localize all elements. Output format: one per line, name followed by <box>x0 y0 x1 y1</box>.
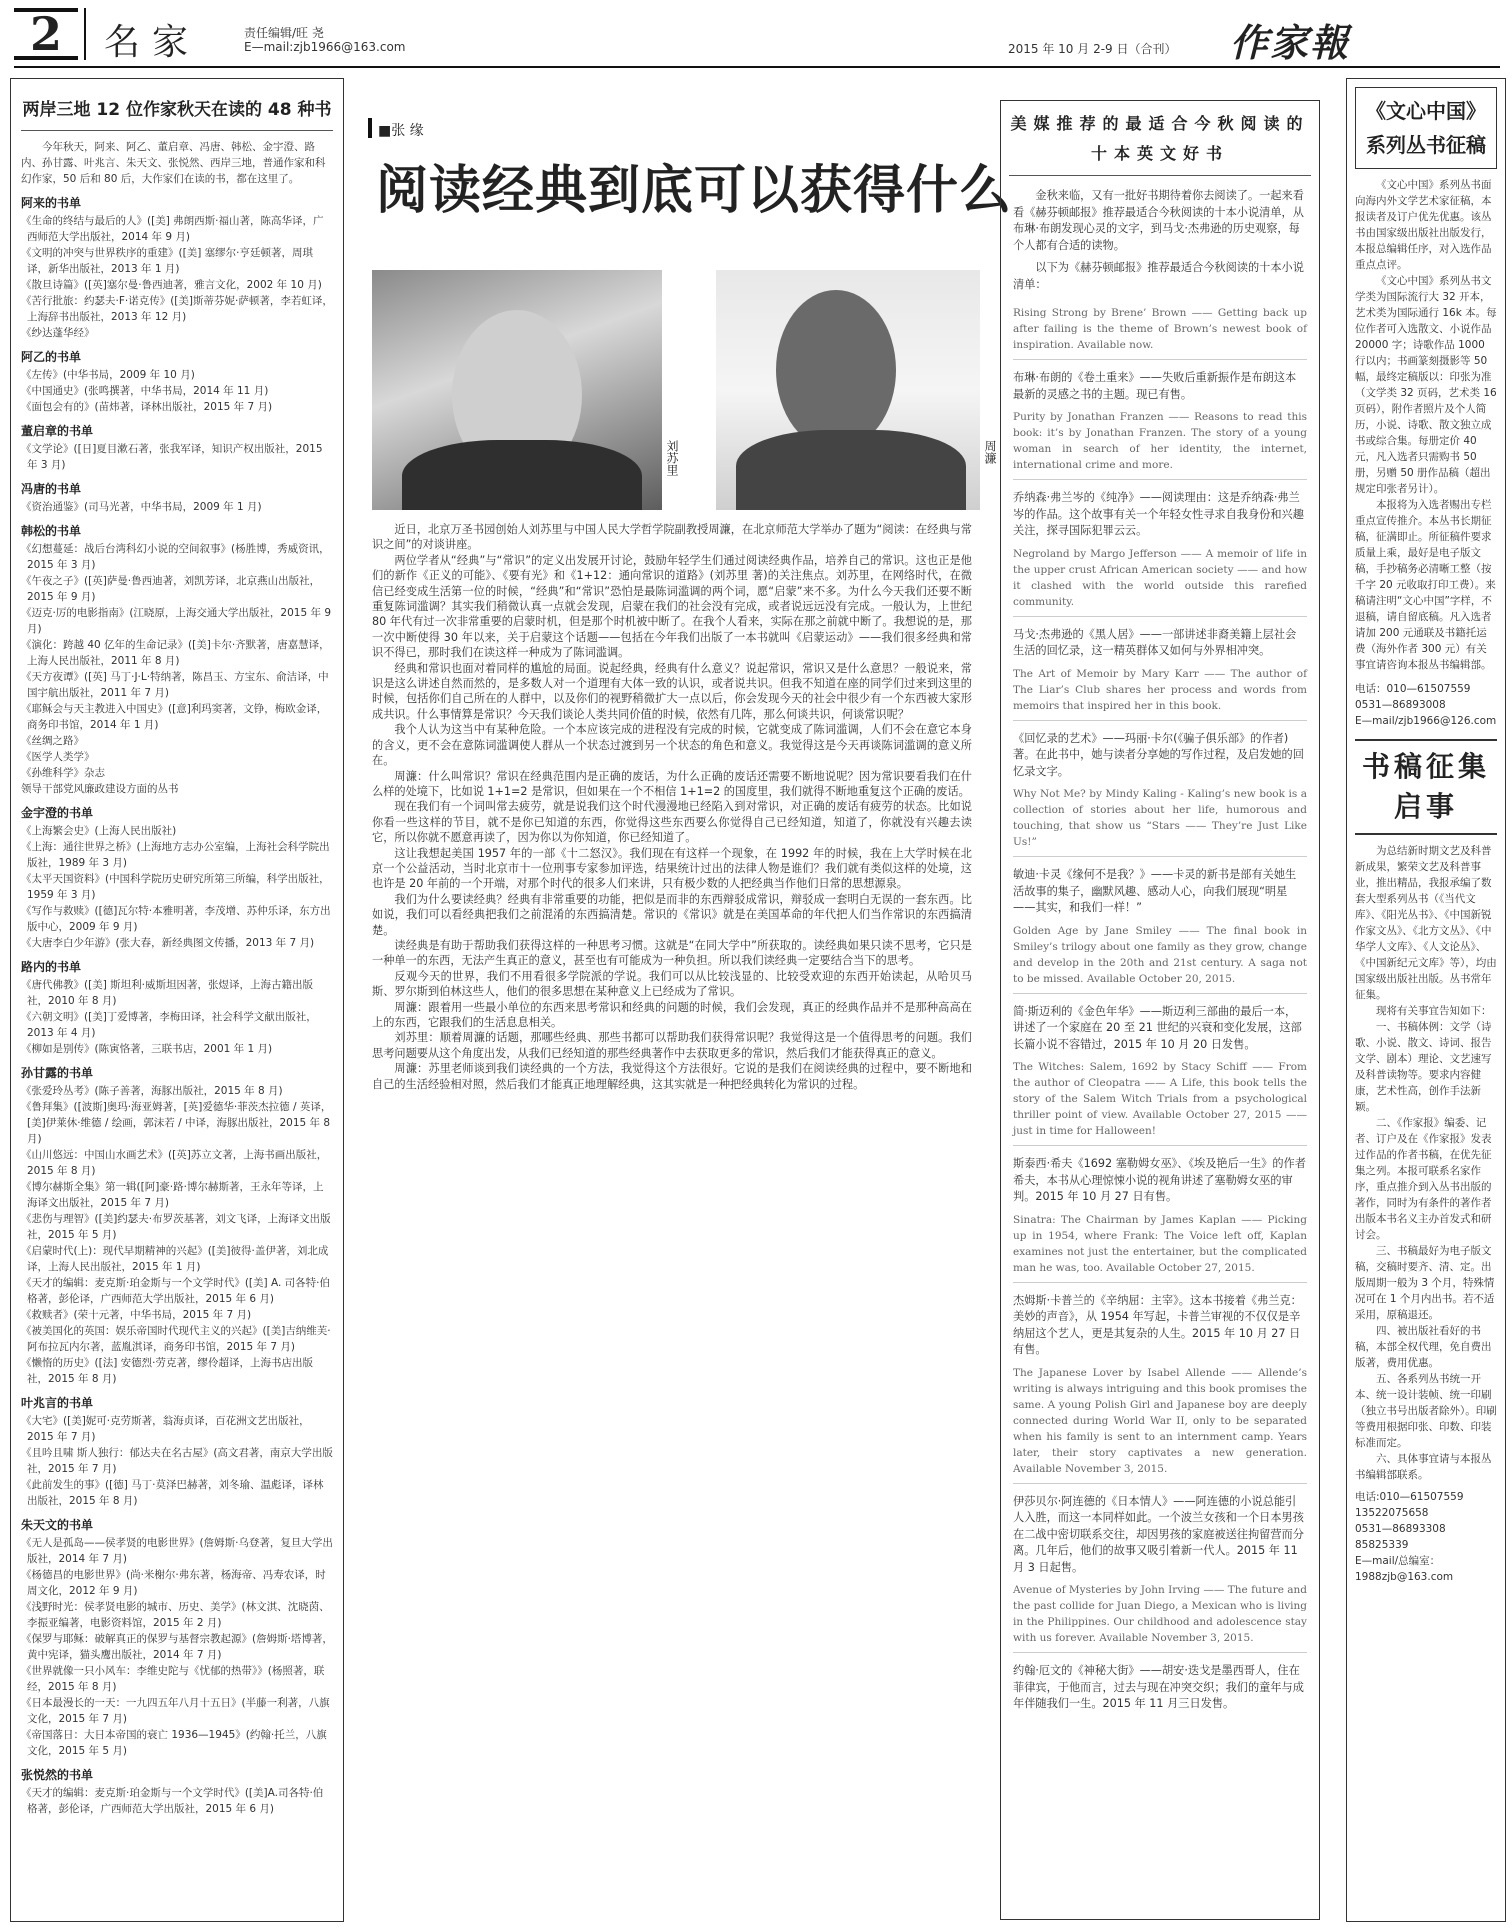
article-paragraph: 经典和常识也面对着同样的尴尬的局面。说起经典，经典有什么意义？说起常识，常识又是什么意思？一般说来，常识是这么讲述自然而然的，是多数人对一个道理有大体一致的认识，或者说共识。但我不知道在座的同学们过来到这里的时候，包括你们自己所在的人群中，以及你们的视野稍微扩大一点以后，你会发现今天的社会中很少有一个东西被大家形成共识。什么事情算是常识？今天我们谈论人类共同价值的时候，依然有几阵，那么何谈共识，何谈常识呢？ <box>372 661 972 721</box>
article-paragraph: 近日，北京万圣书园创始人刘苏里与中国人民大学哲学院副教授周濂，在北京师范大学举办了题为“阅读：在经典与常识之间”的对谈讲座。 <box>372 523 972 552</box>
book-entry: 《演化：跨越 40 亿年的生命记录》([美]卡尔·齐默著，唐嘉慧译，上海人民出版社，2011 年 8 月) <box>21 639 330 667</box>
article-body <box>372 522 972 1920</box>
article-paragraph: 反观今天的世界，我们不用看很多学院派的学说。我们可以从比较浅显的、比较受欢迎的东西开始读起，从哈贝马斯、罗尔斯到伯林这些人，他们的很多思想在某种意义上已经成为了常识。 <box>372 969 972 999</box>
solicit-body-7: 五、各系列丛书统一开本、统一设计装帧、统一印刷（独立书号出版者除外）。印刷等费用根据印张、印数、印装标准而定。 <box>1355 1373 1497 1449</box>
left-column <box>10 78 344 1922</box>
article-paragraph: 我个人认为这当中有某种危险。一个本应该完成的进程没有完成的时候，它就变成了陈词滥调，人们不会在意它本身的含义，更不会在意陈词滥调使人群从一个状态过渡到另一个状态的角色和意义。我觉得这是今天再谈陈词滥调的意义所在。 <box>372 723 972 768</box>
article-paragraph: 周濂：苏里老师谈到我们读经典的一个方法，我觉得这个方法很好。它说的是我们在阅读经典的过程中，要不断地和自己的生活经验相对照，然后我们才能真正地理解经典，这其实就是一种把经典转化为常识的过程。 <box>372 1062 972 1091</box>
issue-date: 2015 年 10 月 2-9 日（合刊） <box>1008 42 1177 56</box>
book-chinese-blurb: 杰姆斯·卡普兰的《辛纳屈：主宰》。这本书接着《弗兰克：美妙的声音》，从 1954 年写起，卡普兰审视的不仅仅是辛纳屈这个艺人，更是其复杂的人生。2015 年 10 月 27 日有售。 <box>1013 1293 1302 1356</box>
book-entry: 《鲁拜集》([波斯]奥玛·海亚姆著，[英]爱德华·菲茨杰拉德 / 英译，[美]伊莱休·维德 / 绘画，郭沫若 / 中译，海豚出版社，2015 年 8 月) <box>21 1101 332 1145</box>
booklist-heading: 孙甘露的书单 <box>21 1066 94 1080</box>
book-entry: 《杨德昌的电影世界》(尚·米榭尔·弗东著，杨海帝、冯寿农译，时周文化，2012 年 9 月) <box>21 1569 326 1597</box>
book-chinese-blurb: 布琳·布朗的《卷土重来》——失败后重新振作是布朗这本最新的灵感之书的主题。现已有售。 <box>1013 371 1297 401</box>
book-english-blurb: The Witches: Salem, 1692 by Stacy Schiff —— From the author of Cleopatra —— A Life, this book tells the story of the Salem Witch Trials from a psychological thriller point of view. Available October 27, 2015 —— just in time for Halloween! <box>1013 1059 1307 1146</box>
book-entry: 《博尔赫斯全集》第一辑([阿]豪·路·博尔赫斯著，王永年等译，上海译文出版社，2015 年 7 月) <box>21 1181 324 1209</box>
book-entry: 《浅野时光：侯孝贤电影的城市、历史、美学》(林文淇、沈晓茵、李振亚编著，电影资料馆，2015 年 2 月) <box>21 1601 330 1629</box>
book-english-blurb: Purity by Jonathan Franzen —— Reasons to read this book: it’s by Jonathan Franzen. The story of a young woman in search of her identity, the internet, international crime and more. <box>1013 409 1307 480</box>
photo-zhou-lian <box>716 270 980 510</box>
book-entry: 《上海繁会史》(上海人民出版社) <box>21 825 177 837</box>
booklist-heading: 阿乙的书单 <box>21 350 82 364</box>
book-english-blurb: Negroland by Margo Jefferson —— A memoir of life in the upper crust African American society —— and how it clashed with the world outside this rarefied community. <box>1013 546 1307 617</box>
far-right-title: 《文心中国》系列丛书征稿 <box>1355 87 1497 169</box>
book-entry: 《大宅》([美]妮可·克劳斯著，翁海贞译，百花洲文艺出版社，2015 年 7 月) <box>21 1415 310 1443</box>
book-chinese-blurb: 约翰·厄文的《神秘大街》——胡安·迭戈是墨西哥人，住在菲律宾，于他而言，过去与现在冲突交织；我们的童年与成年伴随我们一生。2015 年 11 月三日发售。 <box>1013 1664 1304 1710</box>
solicit-body-6: 四、被出版社看好的书稿，本部全权代理，免自费出版著，费用优惠。 <box>1355 1325 1492 1369</box>
masthead-divider <box>84 8 86 60</box>
article-paragraph: 周濂：什么叫常识？常识在经典范围内是正确的废话，为什么正确的废话还需要不断地说呢？因为常识要看我们在什么样的处境下，比如说 1+1=2 是常识，但如果在一个不相信 1+1=2 的国度里，我们就得不断地重复这个正确的废话。 <box>372 769 972 798</box>
page-number: 2 <box>14 8 78 60</box>
book-entry: 《左传》(中华书局，2009 年 10 月) <box>21 369 195 381</box>
book-entry: 《且吟且啸 斯人独行：郁达夫在名古屋》(高文君著，南京大学出版社，2015 年 7 月) <box>21 1447 333 1475</box>
solicit-body-3: 一、书稿体例：文学（诗歌、小说、散文、诗词、报告文学、剧本）理论、文艺速写及科普读物等。要求内容健康，艺术性高，创作手法新颖。 <box>1355 1021 1492 1113</box>
book-english-blurb: Why Not Me? by Mindy Kaling - Kaling’s new book is a collection of stories about her life, humorous and touching, that show us “Stars —— They’re Just Like Us!” <box>1013 786 1307 857</box>
solicit-body-1: 为总结新时期文艺及科普新成果，繁荣文艺及科普事业，推出精品，我报承编了数套大型系列丛书（《当代文库》、《阳光丛书》、《中国新锐作家文丛》、《北方文丛》、《中华学人文库》、《人文论丛》、《中国新纪元文库》等），均由国家级出版社出版。丛书常年征集。 <box>1355 845 1497 1001</box>
book-entry: 《天才的编辑：麦克斯·珀金斯与一个文学时代》([美]A.司各特·伯格著，彭伦译，广西师范大学出版社，2015 年 6 月) <box>21 1787 324 1815</box>
photo-liu-suli <box>372 270 662 510</box>
portrait-shoulders <box>736 430 966 510</box>
book-english-blurb: Rising Strong by Brene’ Brown —— Getting back up after failing is the theme of Brown’s newest book of inspiration. Available now. <box>1013 305 1307 360</box>
book-entry: 《苦行批旅：约瑟夫·F·诺克传》([美]斯蒂芬妮·萨顿著，李若虹译，上海辞书出版社，2013 年 12 月) <box>21 295 333 323</box>
book-entry: 《上海：通往世界之桥》(上海地方志办公室编，上海社会科学院出版社，1989 年 3 月) <box>21 841 330 869</box>
caption-right: 周濂 <box>983 440 997 464</box>
book-entry: 《迈克·厉的电影指南》(江晓原，上海交通大学出版社，2015 年 9 月) <box>21 607 332 635</box>
right-title: 美媒推荐的最适合今秋阅读的十本英文好书 <box>1009 109 1311 176</box>
book-entry: 《写作与救赎》([德]瓦尔特·本雅明著，李茂增、苏仲乐译，东方出版中心，2009 年 9 月) <box>21 905 331 933</box>
book-entry: 《六朝文明》([美]丁爱博著，李梅田译，社会科学文献出版社，2013 年 4 月) <box>21 1011 317 1039</box>
right-intro2: 以下为《赫芬顿邮报》推荐最适合今秋阅读的十本小说清单： <box>1013 261 1304 291</box>
solicit-contact: 电话:010—61507559 13522075658 0531—86893308 85825339 E—mail/总编室： 1988zjb@163.com <box>1355 1491 1464 1583</box>
book-list <box>11 131 343 1825</box>
solicit-body-2: 现将有关事宜告知如下： <box>1376 1005 1492 1017</box>
book-entry: 《文学论》([日]夏目漱石著，张我军译，知识产权出版社，2015 年 3 月) <box>21 443 323 471</box>
editor-line: 责任编辑/旺 尧 <box>244 26 324 40</box>
booklist-heading: 叶兆言的书单 <box>21 1396 94 1410</box>
portrait-shoulders <box>402 440 642 510</box>
book-chinese-blurb: 敏迪·卡灵《缘何不是我？》——卡灵的新书是部有关她生活故事的集子，幽默风趣、感动人心，向我们展现“明星——其实，和我们一样！” <box>1013 868 1297 914</box>
book-entry: 《散旦诗篇》([英]塞尔曼·鲁西迪著，雅言文化，2002 年 10 月) <box>21 279 322 291</box>
booklist-heading: 阿来的书单 <box>21 196 82 210</box>
book-entry: 《懒惰的历史》([法] 安德烈·劳克著，缪伶超译，上海书店出版社，2015 年 8 月) <box>21 1357 313 1385</box>
article-paragraph: 这让我想起美国 1957 年的一部《十二怒汉》。我们现在有这样一个现象，在 1992 年的时候，我在上大学时候在北京一个公益活动，当时北京市十一位刑事专家参加评选，结果统计过出的法律人物是谁们？我们就有类似这样的处境，这也许是 20 年前的一个开端，对那个时代的很多人们来讲，只有极少数的人把经典当作他们日常的思想源泉。 <box>372 846 972 891</box>
book-english-blurb: Sinatra: The Chairman by James Kaplan —— Picking up in 1954, where Frank: The Voice left off, Kaplan examines not just the entertainer, but the complicated man he was, too. Available October 27, 2015. <box>1013 1212 1307 1283</box>
far-right-column <box>1346 78 1506 1922</box>
book-entry: 《此前发生的事》([德] 马丁·莫泽巴赫著，刘冬瑜、温彪译，译林出版社，2015 年 8 月) <box>21 1479 324 1507</box>
booklist-heading: 路内的书单 <box>21 960 82 974</box>
book-recommendations <box>1001 184 1319 1723</box>
section-title: 名家 <box>104 22 201 63</box>
article-paragraph: 刘苏里：顺着周濂的话题，那哪些经典、那些书都可以帮助我们获得常识呢？我觉得这是一个值得思考的问题。我们思考问题要从这个角度出发，从我们已经知道的那些经典著作中去获取更多的常识，然后我们才能获得真正的意义。 <box>372 1031 972 1060</box>
call-contact: 电话：010—61507559 0531—86893008 E—mail/zjb1966@126.com <box>1355 683 1497 727</box>
call-body-3: 本报将为入选者赐出专栏重点宣传推介。本丛书长期征稿，征满即止。所征稿件要求质量上乘，最好是电子版文稿，手抄稿务必清晰工整（按千字 20 元收取打印工费）。来稿请注明“文心中国”字样，不退稿，请自留底稿。凡入选者请加 200 元通联及书籍托运费（海外作者 300 元）有关事宜请咨询本报丛书编辑部。 <box>1355 499 1496 671</box>
book-entry: 《被美国化的英国：娱乐帝国时代现代主义的兴起》([美]吉纳维芙·阿布拉瓦内尔著，蓝胤淇译，商务印书馆，2015 年 7 月) <box>21 1325 331 1353</box>
article-paragraph: 现在我们有一个词叫常去疲劳，就是说我们这个时代漫漫地已经陷入到对常识，对正确的废话有疲劳的状态。比如说你看一些这样的节目，就不是你已知道的东西，你觉得这些东西要么你觉得自己已经知道，知道了，你就没有兴趣去读它，所以你就不愿意再读了，因为你以为你知道，你已经知道了。 <box>372 800 972 845</box>
book-entry: 《启蒙时代(上)：现代早期精神的兴起》([美]彼得·盖伊著，刘北成译，上海人民出版社，2015 年 1 月) <box>21 1245 329 1273</box>
book-entry: 《无人是孤岛——侯孝贤的电影世界》(詹姆斯·乌登著，复旦大学出版社，2014 年 7 月) <box>21 1537 333 1565</box>
book-entry: 《中国通史》(张鸣撰著，中华书局，2014 年 11 月) <box>21 385 269 397</box>
book-entry: 《孙维科学》杂志 <box>21 767 105 779</box>
solicit-body-8: 六、具体事宜请与本报丛书编辑部联系。 <box>1355 1453 1492 1481</box>
booklist-heading: 张悦然的书单 <box>21 1768 94 1782</box>
book-entry: 《文明的冲突与世界秩序的重建》([美] 塞缪尔·亨廷顿著，周琪译，新华出版社，2013 年 1 月) <box>21 247 313 275</box>
book-entry: 《生命的终结与最后的人》([美] 弗朗西斯·福山著，陈高华译，广西师范大学出版社，2014 年 9 月) <box>21 215 324 243</box>
headline: 阅读经典到底可以获得什么 <box>376 160 1013 221</box>
booklist-heading: 董启章的书单 <box>21 424 94 438</box>
book-entry: 《医学人类学》 <box>21 751 95 763</box>
book-entry: 《日本最漫长的一天：一九四五年八月十五日》(半藤一利著，八旗文化，2015 年 7 月) <box>21 1697 330 1725</box>
book-chinese-blurb: 斯泰西·希夫《1692 塞勒姆女巫》、《埃及艳后一生》的作者希夫，本书从心理惊悚小说的视角讲述了塞勒姆女巫的审判。2015 年 10 月 27 日有售。 <box>1013 1157 1306 1203</box>
book-entry: 《幻想蔓延：战后台湾科幻小说的空间叙事》(杨胜博，秀威资讯，2015 年 3 月) <box>21 543 330 571</box>
book-entry: 《张爱玲丛考》(陈子善著，海豚出版社，2015 年 8 月) <box>21 1085 283 1097</box>
book-entry: 《悲伤与理智》([美]约瑟夫·布罗茨基著，刘文飞译，上海译文出版社，2015 年 5 月) <box>21 1213 331 1241</box>
book-entry: 《唐代佛教》([美] 斯坦利·威斯坦因著，张煜译，上海古籍出版社，2010 年 8 月) <box>21 979 313 1007</box>
right-intro: 金秋来临，又有一批好书期待着你去阅读了。一起来看看《赫芬顿邮报》推荐最适合今秋阅读的十本小说清单，从布琳·布朗发现心灵的文字，到马戈·杰弗逊的历史观察，每个人都有合适的读物。 <box>1013 189 1304 252</box>
book-entry: 《救赎者》(荣十元著，中华书局，2015 年 7 月) <box>21 1309 252 1321</box>
solicit-body-4: 二、《作家报》编委、记者、订户及在《作家报》发表过作品的作者书稿，在优先征集之列。本报可联系名家作序，重点推介到入丛书出版的著作，同时为有条件的著作者出版本书名义主办首发式和研讨会。 <box>1355 1117 1492 1241</box>
masthead-rule <box>14 66 1500 68</box>
book-entry: 《大唐李白少年游》(张大春，新经典图文传播，2013 年 7 月) <box>21 937 315 949</box>
byline: ■张 缘 <box>378 123 424 139</box>
booklist-heading: 韩松的书单 <box>21 524 82 538</box>
call-body-1: 《文心中国》系列丛书面向海内外文学艺术家征稿，本报读者及订户优先优惠。该丛书由国家级出版社出版发行，本报总编辑任序，对入选作品重点点评。 <box>1355 179 1492 271</box>
byline-marker <box>368 118 372 138</box>
book-entry: 《山川悠远：中国山水画艺术》([英]苏立文著，上海书画出版社，2015 年 8 月) <box>21 1149 328 1177</box>
book-chinese-blurb: 简·斯迈利的《金色年华》——斯迈利三部曲的最后一本，讲述了一个家庭在 20 至 21 世纪的兴衰和变化发展，这部长篇小说不容错过，2015 年 10 月 20 日发售。 <box>1013 1004 1302 1051</box>
book-entry: 《太平天国资料》(中国科学院历史研究所第三所编，科学出版社，1959 年 3 月) <box>21 873 330 901</box>
book-chinese-blurb: 伊莎贝尔·阿连德的《日本情人》——阿连德的小说总能引人入胜，而这一本同样如此。一个波兰女孩和一个日本男孩在二战中密切联系交往，却因男孩的家庭被送往拘留营而分离。几年后，他们的故事又吸引着新一代人。2015 年 11 月 3 日起售。 <box>1013 1494 1304 1574</box>
book-chinese-blurb: 《回忆录的艺术》——玛丽·卡尔(《骗子俱乐部》的作者)著。在此书中，她与读者分享她的写作过程，及启发她的回忆录文字。 <box>1013 731 1304 778</box>
editor-email: E—mail:zjb1966@163.com <box>244 40 406 54</box>
book-english-blurb: The Japanese Lover by Isabel Allende —— Allende’s writing is always intriguing and this book promises the same. A young Polish Girl and Japanese boy are deeply connected during World War II, only to be separated when his family is sent to an internment camp. Years later, their story captivates a new generation. Available November 3, 2015. <box>1013 1365 1307 1484</box>
book-english-blurb: Avenue of Mysteries by John Irving —— The future and the past collide for Juan Diego, a Mexican who is living in the Philippines. Our childhood and adolescence stay with us forever. Available November 3, 2015. <box>1013 1582 1307 1653</box>
caption-left: 刘苏里 <box>665 440 679 476</box>
book-entry: 《天才的编辑：麦克斯·珀金斯与一个文学时代》([美] A. 司各特·伯格著，彭伦译，广西师范大学出版社，2015 年 6 月) <box>21 1277 330 1305</box>
right-column <box>1000 100 1320 1920</box>
book-entry: 《帝国落日：大日本帝国的衰亡 1936—1945》(约翰·托兰，八旗文化，2015 年 5 月) <box>21 1729 327 1757</box>
book-entry: 《世界就像一只小风车：李维史陀与《忧郁的热带》》(杨照著，联经，2015 年 8 月) <box>21 1665 325 1693</box>
article-paragraph: 我们为什么要读经典？经典有非常重要的功能，把似是而非的东西辩驳成常识，辩驳成一套明白无误的一套东西。比如说，我们可以看经典把我们之前混淆的东西搞清楚。常识的《常识》就是在美国革命的年代把人们当作常识的东西搞清楚。 <box>372 892 972 937</box>
book-entry: 《资治通鉴》(司马光著，中华书局，2009 年 1 月) <box>21 501 262 513</box>
left-intro: 今年秋天，阿来、阿乙、董启章、冯唐、韩松、金宇澄、路内、孙甘露、叶兆言、朱天文、张悦然、西岸三地，普通作家和科幻作家，50 后和 80 后，大作家们在读的书，都在这里了。 <box>21 141 326 185</box>
book-english-blurb: Golden Age by Jane Smiley —— The final book in Smiley’s trilogy about one family as they grow, change and develop in the 20th and 21st century. A saga not to be missed. Available October 20, 2015. <box>1013 923 1307 994</box>
book-chinese-blurb: 乔纳森·弗兰岑的《纯净》——阅读理由：这是乔纳森·弗兰岑的作品。这个故事有关一个年轻女性寻求自我身份和兴趣关注，探寻国际犯罪云云。 <box>1013 491 1304 537</box>
newspaper-logo: 作家報 <box>1230 20 1351 65</box>
book-entry: 《天方夜谭》([英] 马丁·J·L·特纳著，陈昌玉、方宝东、俞洁译，中国宇航出版社，2011 年 7 月) <box>21 671 329 699</box>
booklist-heading: 朱天文的书单 <box>21 1518 94 1532</box>
solicitation-title: 书稿征集启事 <box>1355 739 1497 835</box>
call-body-2: 《文心中国》系列丛书文学类为国际流行大 32 开本，艺术类为国际通行 16k 本。每位作者可入选散文、小说作品 20000 字；诗歌作品 1000 行以内；书画篆刻摄影等 50 幅，最终定稿版以：印张为准（文学类 32 页码，艺术类 16 页码），附作者照片及个人简历，小说、诗歌、散文独立成书或综合集。每册定价 40 元，凡入选者只需购书 50 册，另赠 50 册作品稿（超出规定印张者另计）。 <box>1355 275 1497 495</box>
book-entry: 《保罗与耶稣：破解真正的保罗与基督宗教起源》(詹姆斯·塔博著，黄中宪译，猫头鹰出版社，2014 年 7 月) <box>21 1633 333 1661</box>
book-entry: 《耶稣会与天主教进入中国史》([意]利玛窦著，文铮，梅欧金译，商务印书馆，2014 年 1 月) <box>21 703 328 731</box>
booklist-heading: 冯唐的书单 <box>21 482 82 496</box>
solicit-body-5: 三、书稿最好为电子版文稿，交稿时要齐、清、定。出版周期一般为 3 个月，特殊情况可在 1 个月内出书。若不适采用，原稿退还。 <box>1355 1245 1495 1321</box>
booklist-heading: 金宇澄的书单 <box>21 806 94 820</box>
portrait-shape <box>776 290 896 450</box>
book-entry: 《面包会有的》(苗炜著，译林出版社，2015 年 7 月) <box>21 401 273 413</box>
book-entry: 《丝绸之路》 <box>21 735 84 747</box>
book-english-blurb: The Art of Memoir by Mary Karr —— The author of The Liar’s Club shares her process and words from memoirs that inspired her in this book. <box>1013 666 1307 721</box>
book-entry: 《柳如是别传》(陈寅恪著，三联书店，2001 年 1 月) <box>21 1043 273 1055</box>
book-chinese-blurb: 马戈·杰弗逊的《黑人居》——一部讲述非裔美籍上层社会生活的回忆录，这一精英群体又如何与外界相冲突。 <box>1013 627 1297 657</box>
article-paragraph: 周濂：跟着用一些最小单位的东西来思考常识和经典的问题的时候，我们会发现，真正的经典作品并不是那种高高在上的东西，它跟我们的生活息息相关。 <box>372 1000 972 1029</box>
left-title: 两岸三地 12 位作家秋天在读的 48 种书 <box>22 100 332 120</box>
book-entry: 《午夜之子》([英]萨曼·鲁西迪著，刘凯芳译，北京燕山出版社，2015 年 9 月) <box>21 575 321 603</box>
book-entry: 领导干部党风廉政建设方面的丛书 <box>21 783 179 795</box>
article-paragraph: 读经典是有助于帮助我们获得这样的一种思考习惯。这就是“在同大学中”所获取的。读经典如果只读不思考，它只是一种单一的东西，无法产生真正的意义，甚至也有可能成为一种负担。所以我们读经典一定要结合当下的思考。 <box>372 938 972 968</box>
article-paragraph: 两位学者从“经典”与“常识”的定义出发展开讨论，鼓励年轻学生们通过阅读经典作品，培养自己的常识。这也正是他们的新作《正义的可能》、《要有光》和《1+12：通向常识的道路》(刘苏里 著)的关注焦点。刘苏里，在网络时代，在微信已经变成生活第一位的时候，“经典”和“常识”恐怕是最陈词滥调的两个词，愿“启蒙”来不多。为什么今天我们还要不断重复陈词滥调？其实我们稍微认真一点就会发现，启蒙在我们的社会没有完成，或者说远远没有完成。一般认为，上世纪 80 年代有过一次非常重要的启蒙时机，但是那个时机被中断了。在我个人看来，实际在那之前就中断了。我想说的是，那一次中断使得 30 年以来，关于启蒙这个话题——包括在今年我们出版了一本书就叫《启蒙运动》——我们很多经典和常识不得已，那时我们在读这样一种成为了陈词滥调。 <box>372 553 972 660</box>
book-entry: 《纱达蓬华经》 <box>21 327 95 339</box>
